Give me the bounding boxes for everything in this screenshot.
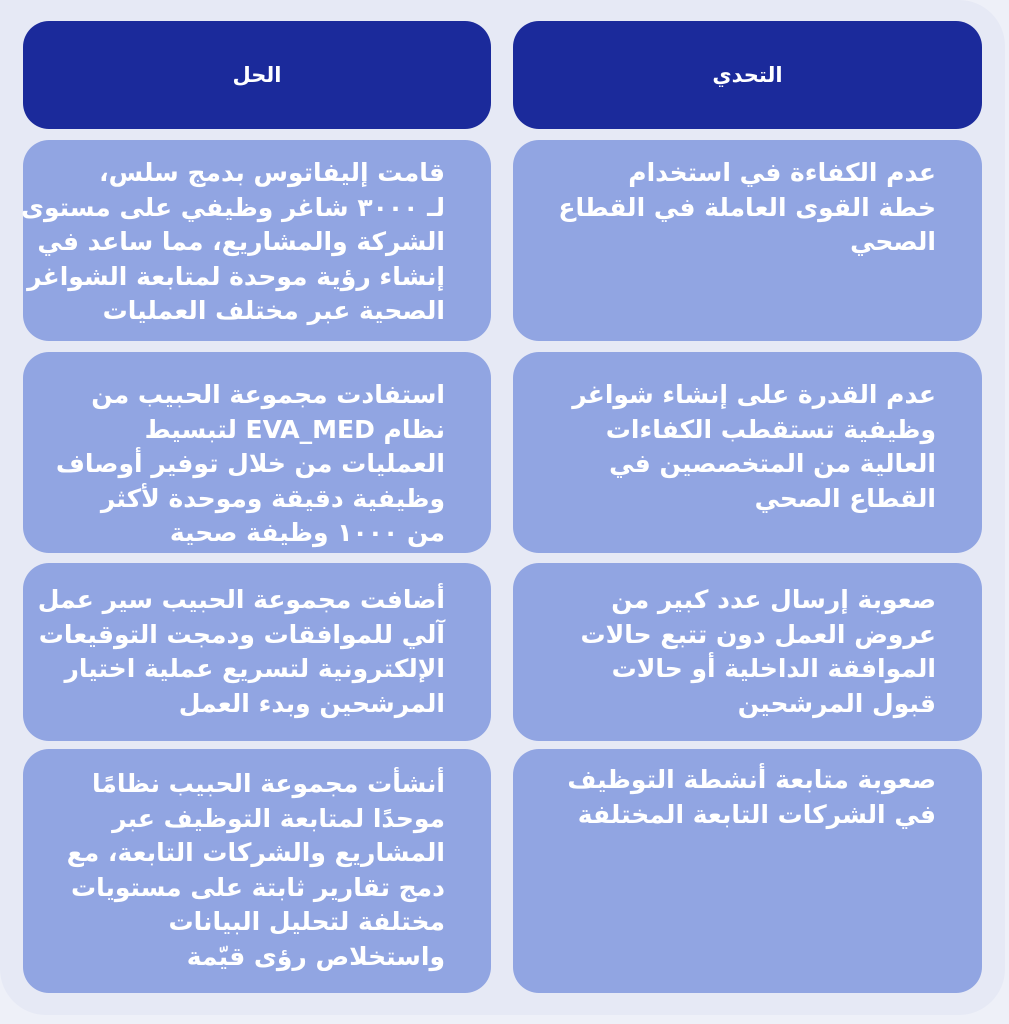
text-line: مختلفة لتحليل البيانات bbox=[168, 907, 445, 936]
text-line: دمج تقارير ثابتة على مستويات bbox=[70, 872, 445, 902]
text-line: قبول المرشحين bbox=[737, 688, 936, 718]
text-line: أضافت مجموعة الحبيب سير عمل bbox=[37, 585, 445, 614]
text-line: الموافقة الداخلية أو حالات bbox=[611, 654, 936, 683]
solution-cell-4 bbox=[23, 749, 491, 993]
solution-cell-2 bbox=[23, 352, 491, 553]
text-line: المرشحين وبدء العمل bbox=[178, 688, 445, 718]
challenge-header-label: التحدي bbox=[712, 63, 783, 87]
text-line: عروض العمل دون تتبع حالات bbox=[580, 619, 936, 649]
text-line: صعوبة متابعة أنشطة التوظيف bbox=[567, 765, 936, 794]
text-line: في الشركات التابعة المختلفة bbox=[577, 799, 936, 829]
text-line: قامت إليفاتوس بدمج سلس، bbox=[99, 158, 445, 187]
solution-header-label: الحل bbox=[232, 63, 282, 87]
text-line: وظيفية دقيقة وموحدة لأكثر bbox=[100, 483, 445, 513]
solution-cell-3 bbox=[23, 563, 491, 741]
text-line: واستخلاص رؤى قيّمة bbox=[186, 941, 445, 971]
text-line: القطاع الصحي bbox=[754, 483, 936, 513]
text-line: الشركة والمشاريع، مما ساعد في bbox=[37, 227, 445, 256]
text-line: المشاريع والشركات التابعة، مع bbox=[66, 838, 445, 867]
challenge-cell-1 bbox=[513, 140, 982, 341]
challenge-cell-2 bbox=[513, 352, 982, 553]
challenge-cell-4 bbox=[513, 749, 982, 993]
text-line: الصحية عبر مختلف العمليات bbox=[102, 296, 445, 325]
text-line: خطة القوى العاملة في القطاع bbox=[558, 192, 936, 222]
text-line: صعوبة إرسال عدد كبير من bbox=[611, 585, 936, 614]
text-line: الإلكترونية لتسريع عملية اختيار bbox=[64, 654, 445, 683]
challenge-column-header bbox=[513, 21, 982, 129]
challenge-cell-3 bbox=[513, 563, 982, 741]
text-line: أنشأت مجموعة الحبيب نظامًا bbox=[91, 769, 445, 798]
text-line: آلي للموافقات ودمجت التوقيعات bbox=[38, 619, 445, 649]
text-line: عدم القدرة على إنشاء شواغر bbox=[572, 380, 936, 409]
text-line: العمليات من خلال توفير أوصاف bbox=[55, 449, 445, 478]
text-line: من ١٠٠٠ وظيفة صحية bbox=[169, 518, 445, 547]
text-line: العالية من المتخصصين في bbox=[609, 449, 936, 478]
solution-column-header bbox=[23, 21, 491, 129]
text-line: إنشاء رؤية موحدة لمتابعة الشواغر bbox=[27, 261, 445, 291]
text-line: عدم الكفاءة في استخدام bbox=[628, 158, 936, 187]
text-line: نظام EVA_MED لتبسيط bbox=[144, 414, 445, 444]
solution-cell-1 bbox=[23, 140, 491, 341]
text-line: استفادت مجموعة الحبيب من bbox=[91, 380, 445, 409]
text-line: موحدًا لمتابعة التوظيف عبر bbox=[112, 803, 445, 833]
text-line: وظيفية تستقطب الكفاءات bbox=[605, 414, 936, 444]
text-line: لـ ٣٠٠٠ شاغر وظيفي على مستوى bbox=[21, 192, 445, 222]
text-line: الصحي bbox=[850, 227, 936, 256]
